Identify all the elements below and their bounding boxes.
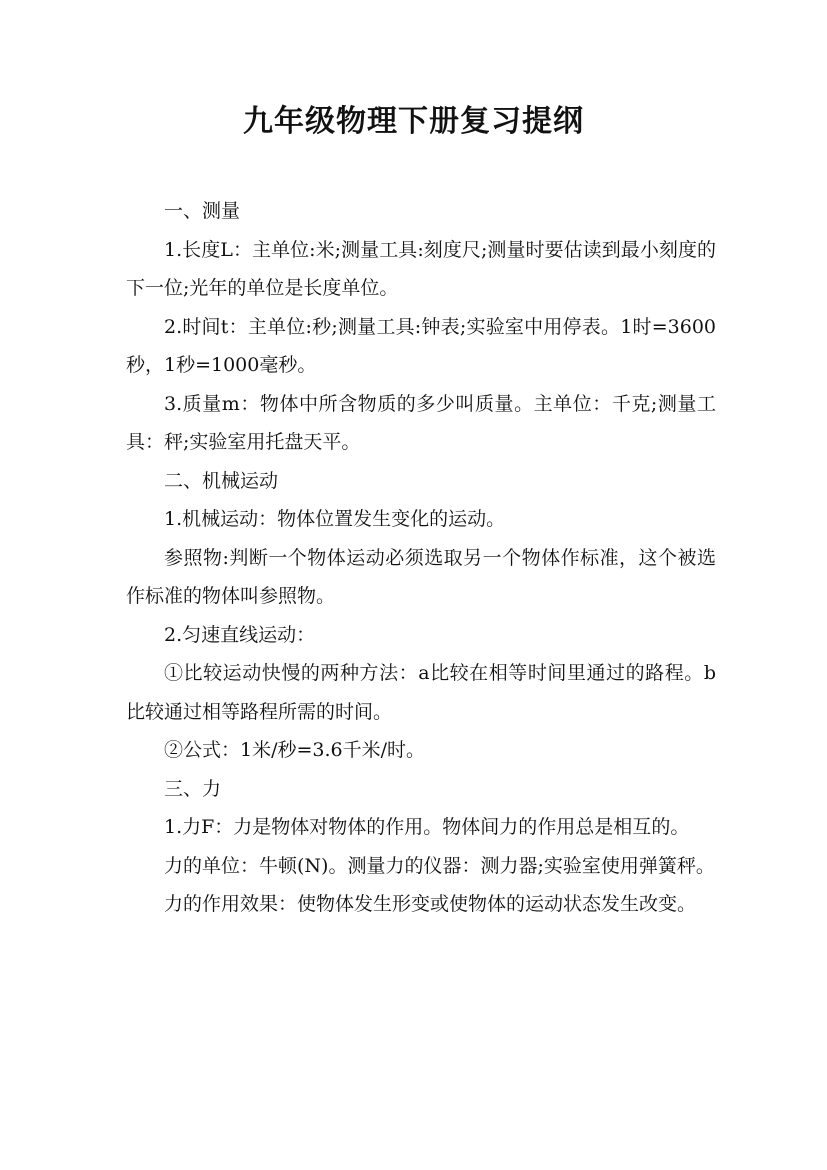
paragraph-force-unit: 力的单位：牛顿(N)。测量力的仪器：测力器;实验室使用弹簧秤。 (164, 854, 715, 877)
paragraph-force-effect: 力的作用效果：使物体发生形变或使物体的运动状态发生改变。 (164, 893, 697, 915)
paragraph-mechanical-motion: 1.机械运动：物体位置发生变化的运动。 (164, 508, 506, 530)
paragraph-reference-object: 参照物:判断一个物体运动必须选取另一个物体作标准，这个被选作标准的物体叫参照物。 (126, 546, 716, 607)
paragraph-mass: 3.质量m：物体中所含物质的多少叫质量。主单位：千克;测量工具：秤;实验室用托盘天平。 (126, 392, 716, 453)
paragraph-speed-comparison: ①比较运动快慢的两种方法：a比较在相等时间里通过的路程。b比较通过相等路程所需的时间。 (126, 662, 716, 723)
section-heading-force: 三、力 (164, 777, 222, 800)
page-title: 九年级物理下册复习提纲 (243, 104, 584, 139)
section-heading-measurement: 一、测量 (164, 200, 241, 222)
paragraph-length: 1.长度L：主单位:米;测量工具:刻度尺;测量时要估读到最小刻度的下一位;光年的单位是长度单位。 (126, 238, 716, 299)
paragraph-uniform-motion: 2.匀速直线运动： (164, 623, 316, 646)
section-heading-mechanical-motion: 二、机械运动 (164, 469, 279, 492)
document-body (126, 192, 716, 924)
paragraph-formula: ②公式：1米/秒=3.6千米/时。 (164, 739, 426, 761)
paragraph-force: 1.力F：力是物体对物体的作用。物体间力的作用总是相互的。 (164, 816, 690, 838)
paragraph-time: 2.时间t：主单位:秒;测量工具:钟表;实验室中用停表。1时=3600秒，1秒=1000毫秒。 (126, 315, 716, 376)
